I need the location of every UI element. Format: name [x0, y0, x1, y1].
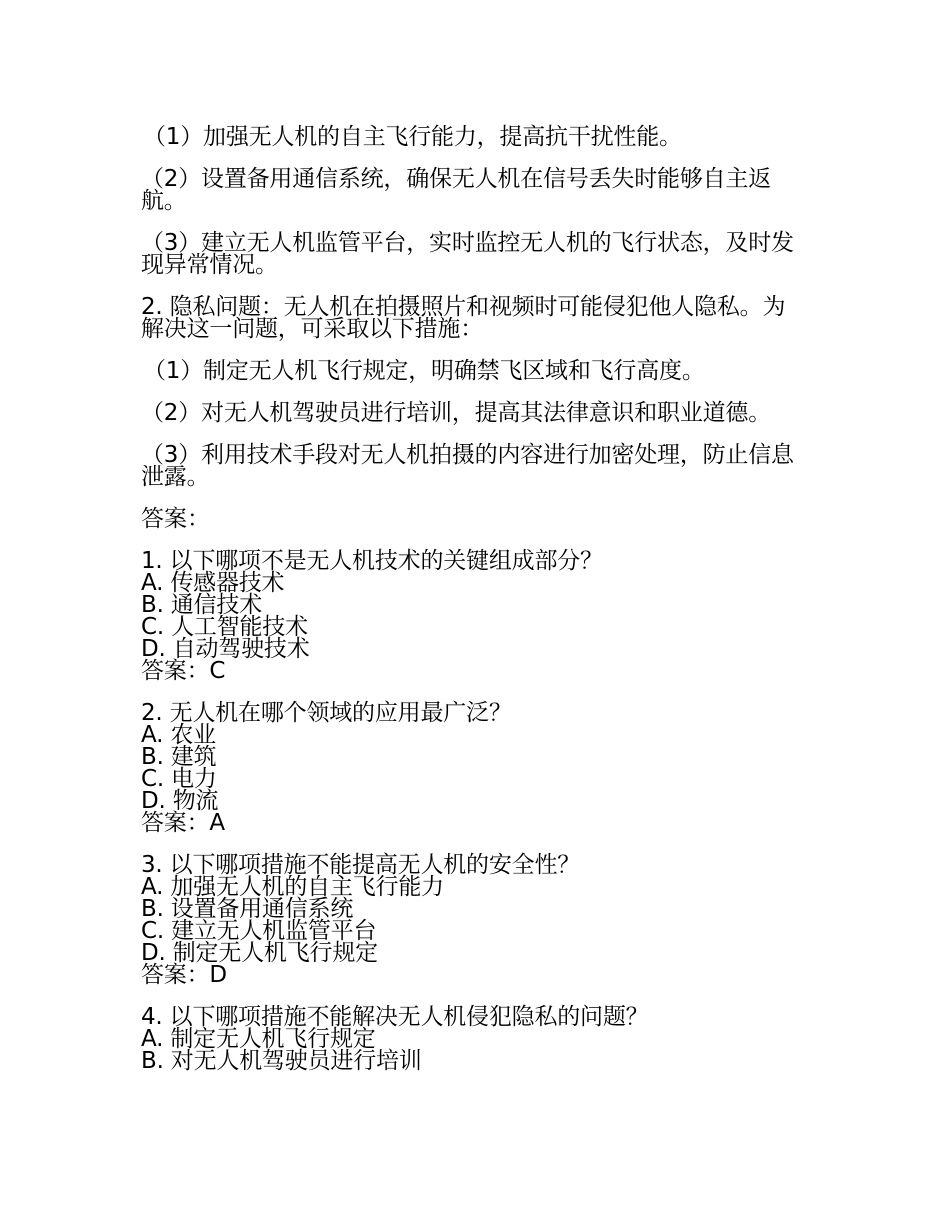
- privacy-issue-paragraph: 2. 隐私问题：无人机在拍摄照片和视频时可能侵犯他人隐私。为解决这一问题，可采取以下措施：: [141, 294, 786, 342]
- question-block-3: [141, 854, 806, 986]
- answers-heading: 答案：: [141, 506, 210, 532]
- answer-text: 答案：A: [141, 810, 225, 836]
- question-block-1: [141, 550, 806, 682]
- document-page: [141, 126, 806, 1092]
- option-d: D. 自动驾驶技术: [141, 636, 310, 662]
- option-b: B. 设置备用通信系统: [141, 896, 354, 922]
- option-c: C. 人工智能技术: [141, 614, 308, 640]
- answer-text: 答案：D: [141, 962, 227, 988]
- option-a: A. 农业: [141, 722, 216, 748]
- measure-paragraph-1: （1）加强无人机的自主飞行能力，提高抗干扰性能。: [143, 124, 682, 150]
- question-text: 1. 以下哪项不是无人机技术的关键组成部分？: [141, 548, 603, 574]
- option-d: D. 制定无人机飞行规定: [141, 940, 378, 966]
- question-text: 3. 以下哪项措施不能提高无人机的安全性？: [141, 852, 581, 878]
- option-a: A. 加强无人机的自主飞行能力: [141, 874, 444, 900]
- option-d: D. 物流: [141, 788, 219, 814]
- option-a: A. 传感器技术: [141, 570, 285, 596]
- question-text: 2. 无人机在哪个领域的应用最广泛？: [141, 700, 512, 726]
- option-b: B. 对无人机驾驶员进行培训: [141, 1048, 422, 1074]
- measure-paragraph-2: （2）设置备用通信系统，确保无人机在信号丢失时能够自主返航。: [141, 166, 772, 214]
- option-a: A. 制定无人机飞行规定: [141, 1026, 376, 1052]
- question-text: 4. 以下哪项措施不能解决无人机侵犯隐私的问题？: [141, 1004, 649, 1030]
- option-c: C. 电力: [141, 766, 217, 792]
- option-b: B. 建筑: [141, 744, 217, 770]
- question-block-4: [141, 1006, 806, 1072]
- measure-paragraph-3: （3）建立无人机监管平台，实时监控无人机的飞行状态，及时发现异常情况。: [141, 230, 794, 278]
- option-c: C. 建立无人机监管平台: [141, 918, 377, 944]
- measure-paragraph-4: （1）制定无人机飞行规定，明确禁飞区域和飞行高度。: [143, 358, 705, 384]
- measure-paragraph-6: （3）利用技术手段对无人机拍摄的内容进行加密处理，防止信息泄露。: [141, 442, 794, 490]
- measure-paragraph-5: （2）对无人机驾驶员进行培训，提高其法律意识和职业道德。: [141, 400, 772, 426]
- question-block-2: [141, 702, 806, 834]
- answer-text: 答案：C: [141, 658, 226, 684]
- option-b: B. 通信技术: [141, 592, 263, 618]
